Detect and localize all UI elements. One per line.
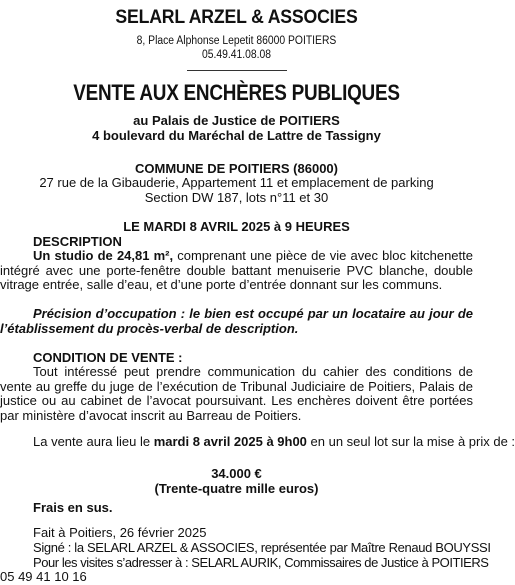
visits-contact: Pour les visites s’adresser à : SELARL AURIK, Commissaires de Justice à POITIERS bbox=[33, 555, 489, 570]
conditions-body: Tout intéressé peut prendre communication du cahier des conditions de vente au greffe du juge de l’exécution de Tribunal Judiciaire de Poitiers, Palais de justice ou au cabinet de l’avocat poursuivant. Les enchères doivent être portées par ministère d’avocat inscrit au Barreau de Poitiers. bbox=[0, 364, 473, 423]
conditions-text bbox=[0, 365, 473, 423]
description-heading: DESCRIPTION bbox=[33, 234, 122, 249]
visits-phone: 05 49 41 10 16 bbox=[0, 569, 87, 584]
signed-date: Fait à Poitiers, 26 février 2025 bbox=[33, 525, 207, 540]
auction-line bbox=[33, 435, 515, 450]
firm-contact bbox=[24, 34, 450, 62]
description-lead: Un studio de 24,81 m², bbox=[33, 248, 174, 263]
auction-prefix: La vente aura lieu le bbox=[33, 434, 154, 449]
property-address: 27 rue de la Gibauderie, Appartement 11 et emplacement de parking bbox=[39, 175, 434, 190]
fees-note: Frais en sus. bbox=[33, 500, 113, 515]
firm-phone: 05.49.41.08.08 bbox=[201, 49, 272, 61]
sale-date: LE MARDI 8 AVRIL 2025 à 9 HEURES bbox=[123, 219, 350, 234]
occupation-text: Précision d’occupation : le bien est occupé par un locataire au jour de l’établissement du procès-verbal de description. bbox=[0, 306, 473, 336]
price-words: (Trente-quatre mille euros) bbox=[154, 480, 319, 496]
venue bbox=[0, 114, 473, 143]
reserve-price bbox=[0, 467, 473, 496]
property-commune: COMMUNE DE POITIERS (86000) bbox=[135, 161, 338, 176]
auction-suffix: en un seul lot sur la mise à prix de : bbox=[306, 434, 515, 449]
description-body: comprenant une pièce de vie avec bloc kitchenette intégré avec une porte-fenêtre double battant menuiserie PVC blanche, double vitrage entrée, salle d’eau, et d’une porte d’entrée donnant sur les communs. bbox=[0, 248, 473, 292]
property-section: Section DW 187, lots n°11 et 30 bbox=[144, 189, 329, 205]
description-text bbox=[0, 249, 473, 293]
venue-line2: 4 boulevard du Maréchal de Lattre de Tassigny bbox=[92, 127, 381, 143]
firm-address: 8, Place Alphonse Lepetit 86000 POITIERS bbox=[136, 35, 337, 47]
divider bbox=[187, 70, 287, 71]
property-details bbox=[0, 176, 473, 205]
venue-line1: au Palais de Justice de POITIERS bbox=[133, 113, 340, 128]
signature: Signé : la SELARL ARZEL & ASSOCIES, représentée par Maître Renaud BOUYSSI bbox=[33, 540, 491, 555]
occupation-note bbox=[0, 307, 473, 336]
auction-date: mardi 8 avril 2025 à 9h00 bbox=[153, 434, 307, 449]
notice-title: VENTE AUX ENCHÈRES PUBLIQUES bbox=[73, 80, 400, 105]
conditions-heading: CONDITION DE VENTE : bbox=[33, 350, 183, 365]
price-amount: 34.000 € bbox=[211, 466, 262, 481]
firm-name: SELARL ARZEL & ASSOCIES bbox=[115, 7, 358, 28]
